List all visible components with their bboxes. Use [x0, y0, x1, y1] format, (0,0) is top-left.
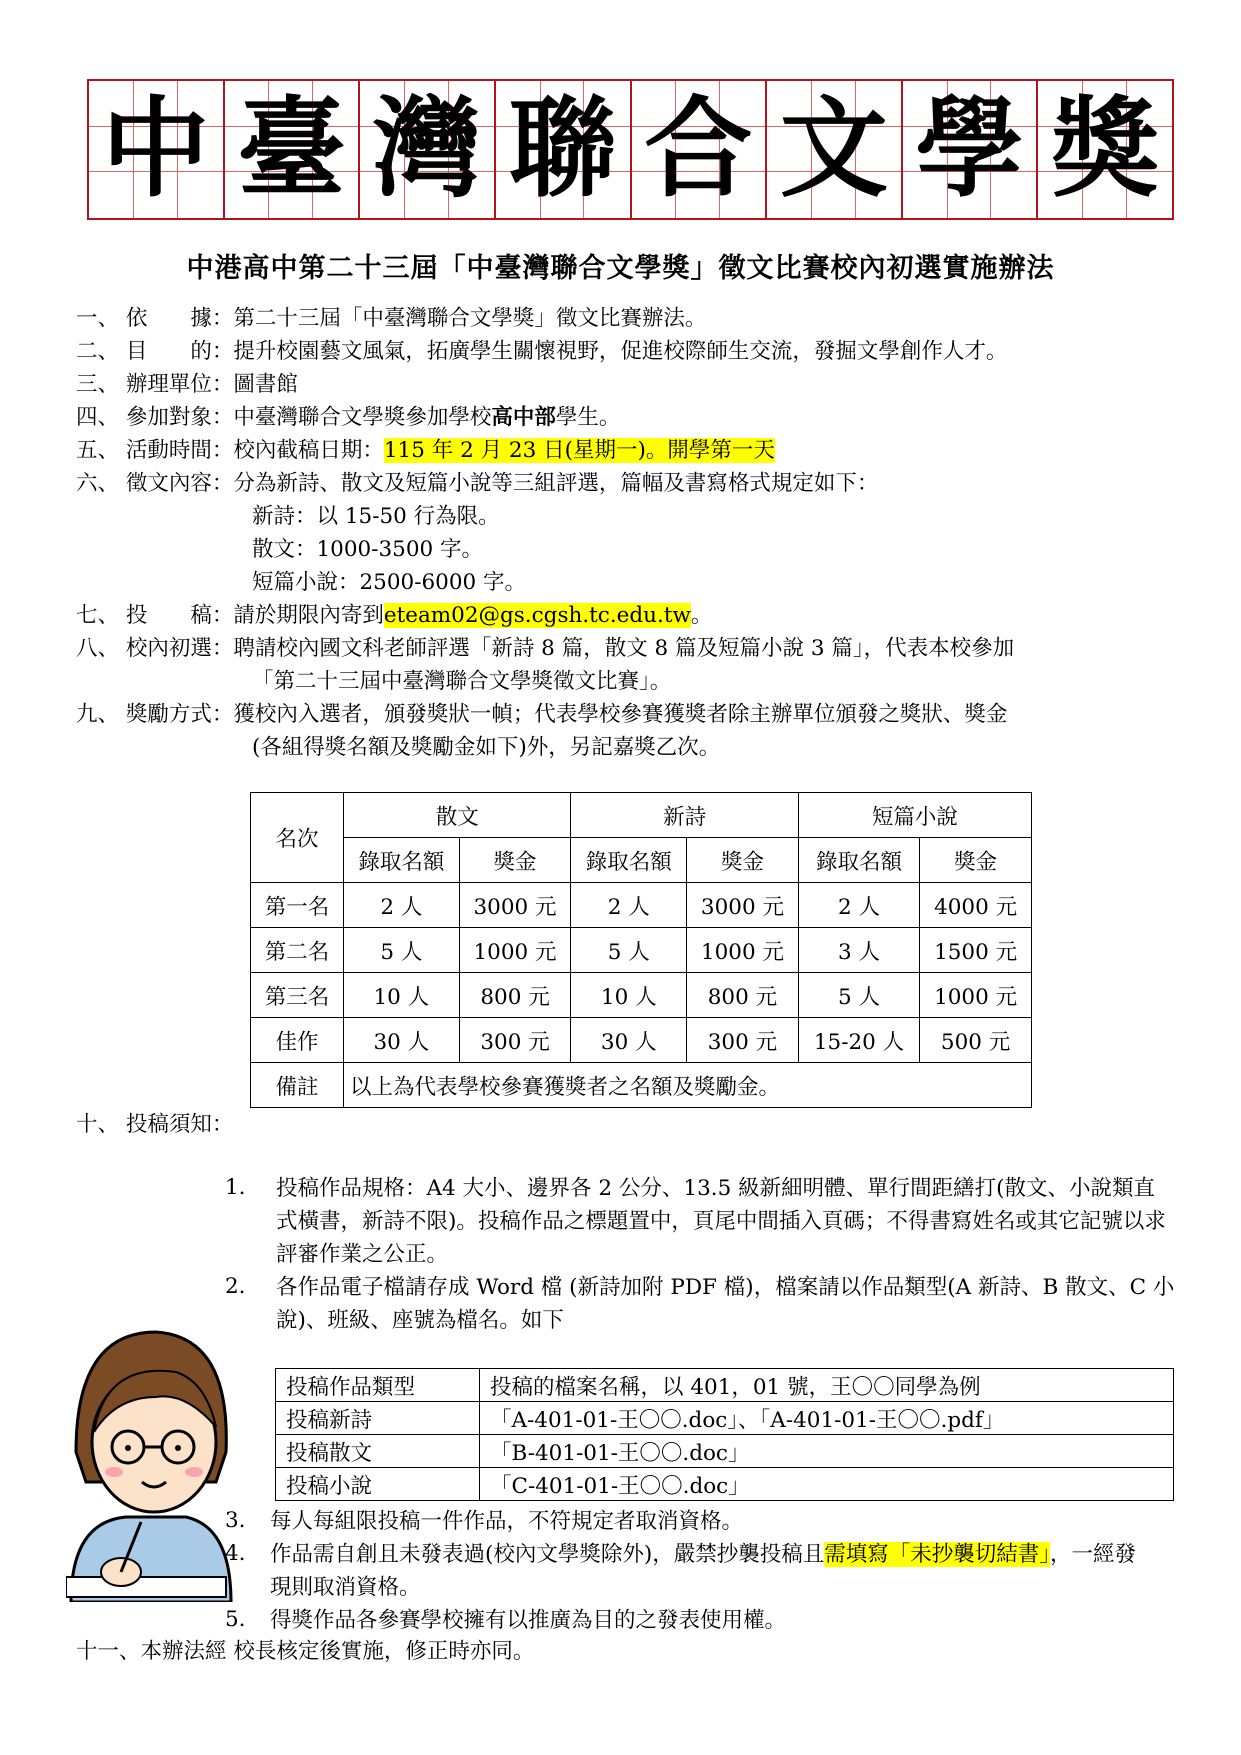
- table-row: 備註 以上為代表學校參賽獲獎者之名額及獎勵金。: [251, 1063, 1032, 1108]
- section-9: 九、 獎勵方式：獲校內入選者，頒發獎狀一幀；代表學校參賽獲獎者除主辦單位頒發之獎狀、獎金: [76, 702, 1008, 727]
- table-cell: 1000 元: [687, 928, 799, 973]
- section-1: 一、 依 據：第二十三屆「中臺灣聯合文學獎」徵文比賽辦法。: [76, 306, 707, 331]
- table-cell: 第一名: [251, 883, 344, 928]
- file-naming-table: [275, 1368, 1174, 1501]
- section-6-sub: 新詩：以 15-50 行為限。: [252, 504, 500, 529]
- table-cell: 3000 元: [687, 883, 799, 928]
- table-cell: 「B-401-01-王〇〇.doc」: [480, 1435, 1174, 1468]
- banner-cell: 聯: [496, 81, 632, 218]
- table-cell: 3 人: [798, 928, 919, 973]
- table-cell: 2 人: [344, 883, 460, 928]
- table-cell: 300 元: [687, 1018, 799, 1063]
- section-3: 三、 辦理單位：圖書館: [76, 372, 298, 397]
- table-row: [251, 883, 1032, 928]
- table-cell: 投稿的檔案名稱，以 401，01 號，王〇〇同學為例: [480, 1369, 1174, 1402]
- table-cell: 投稿作品類型: [276, 1369, 480, 1402]
- table-cell: 3000 元: [459, 883, 571, 928]
- banner-cell: 學: [903, 81, 1039, 218]
- student-writing-illustration: [66, 1322, 236, 1602]
- table-cell: 佳作: [251, 1018, 344, 1063]
- table-cell: 800 元: [687, 973, 799, 1018]
- section-11: 十一、本辦法經 校長核定後實施，修正時亦同。: [76, 1639, 535, 1664]
- prize-table: 名次 散文 新詩 短篇小說 錄取名額 獎金 錄取名額 獎金 錄取名額 獎金 第一名 2 人 3000 元 2 人 3000 元 2 人 4000 元 第二名 5 人 1000 元 5 人 1000 元 3 人 1500 元 第三名 10 人 800 元 10 人 800 元 5 人 1000 元 佳作 30 人 300 元 30 人 300 元 15-20 人 500 元 備註 以上為代表學校參賽獲獎者之名額及獎勵金。: [250, 792, 1032, 1108]
- table-cell: 投稿小說: [276, 1468, 480, 1501]
- rule-4: 作品需自創且未發表過(校內文學獎除外)，嚴禁抄襲投稿且需填寫「未抄襲切結書」，一經發現則取消資格。: [270, 1542, 1137, 1600]
- table-row: [251, 1018, 1032, 1063]
- table-cell: 300 元: [459, 1018, 571, 1063]
- table-cell: 5 人: [571, 928, 687, 973]
- section-6: 六、 徵文內容：分為新詩、散文及短篇小說等三組評選，篇幅及書寫格式規定如下：: [76, 471, 879, 496]
- section-8-cont: 「第二十三屆中臺灣聯合文學獎徵文比賽」。: [252, 669, 672, 694]
- table-cell: 投稿新詩: [276, 1402, 480, 1435]
- section-2: 二、 目 的：提升校園藝文風氣，拓廣學生關懷視野，促進校際師生交流，發掘文學創作人才。: [76, 339, 1008, 364]
- banner-cell: 合: [632, 81, 768, 218]
- email-link[interactable]: eteam02@gs.cgsh.tc.edu.tw: [383, 603, 691, 628]
- table-cell: 2 人: [798, 883, 919, 928]
- table-cell: 第二名: [251, 928, 344, 973]
- rule-5: 得獎作品各參賽學校擁有以推廣為目的之發表使用權。: [270, 1608, 787, 1633]
- banner-cell: 獎: [1038, 81, 1172, 218]
- section-10: 十、 投稿須知：: [76, 1112, 234, 1137]
- section-5: 五、 活動時間：校內截稿日期：115 年 2 月 23 日(星期一)。開學第一天: [76, 438, 775, 463]
- table-cell: 投稿散文: [276, 1435, 480, 1468]
- table-cell: 1500 元: [920, 928, 1032, 973]
- table-cell: 500 元: [920, 1018, 1032, 1063]
- banner-cell: 中: [89, 81, 225, 218]
- table-row: [251, 928, 1032, 973]
- table-row: [276, 1369, 1174, 1402]
- table-cell: 30 人: [571, 1018, 687, 1063]
- table-cell: 5 人: [344, 928, 460, 973]
- table-cell: 800 元: [459, 973, 571, 1018]
- table-cell: 「A-401-01-王〇〇.doc」、「A-401-01-王〇〇.pdf」: [480, 1402, 1174, 1435]
- table-cell: 15-20 人: [798, 1018, 919, 1063]
- table-cell: 5 人: [798, 973, 919, 1018]
- table-row: [276, 1435, 1174, 1468]
- table-cell: 「C-401-01-王〇〇.doc」: [480, 1468, 1174, 1501]
- section-8: 八、 校內初選：聘請校內國文科老師評選「新詩 8 篇，散文 8 篇及短篇小說 3 篇」，代表本校參加: [76, 636, 1015, 661]
- section-6-sub: 短篇小說：2500-6000 字。: [252, 570, 527, 595]
- banner-cell: 文: [767, 81, 903, 218]
- rule-3: 每人每組限投稿一件作品，不符規定者取消資格。: [270, 1509, 744, 1534]
- section-7: 七、 投 稿：請於期限內寄到eteam02@gs.cgsh.tc.edu.tw。: [76, 603, 713, 628]
- section-9-cont: (各組得獎名額及獎勵金如下)外，另記嘉獎乙次。: [252, 735, 721, 760]
- table-cell: 30 人: [344, 1018, 460, 1063]
- table-cell: 2 人: [571, 883, 687, 928]
- table-cell: 1000 元: [920, 973, 1032, 1018]
- section-6-sub: 散文：1000-3500 字。: [252, 537, 484, 562]
- table-cell: 10 人: [571, 973, 687, 1018]
- rule-1: 投稿作品規格：A4 大小、邊界各 2 公分、13.5 級新細明體、單行間距繕打(散文、小說類直式橫書，新詩不限)。投稿作品之標題置中，頁尾中間插入頁碼；不得書寫姓名或其它記號以求評審作業之公正。: [276, 1176, 1166, 1267]
- table-row: [251, 973, 1032, 1018]
- document-title: 中港高中第二十三屆「中臺灣聯合文學獎」徵文比賽校內初選實施辦法: [186, 253, 1055, 284]
- table-cell: 1000 元: [459, 928, 571, 973]
- rule-2: 各作品電子檔請存成 Word 檔 (新詩加附 PDF 檔)，檔案請以作品類型(A 新詩、B 散文、C 小說)、班級、座號為檔名。如下: [276, 1275, 1175, 1333]
- table-cell: 10 人: [344, 973, 460, 1018]
- banner-title: [87, 79, 1174, 220]
- deadline-highlight: 115 年 2 月 23 日(星期一)。開學第一天: [383, 438, 775, 463]
- banner-cell: 灣: [360, 81, 496, 218]
- banner-cell: 臺: [225, 81, 361, 218]
- section-4: 四、 參加對象：中臺灣聯合文學獎參加學校高中部學生。: [76, 405, 621, 430]
- table-cell: 第三名: [251, 973, 344, 1018]
- table-row: [276, 1402, 1174, 1435]
- table-row: [276, 1468, 1174, 1501]
- table-cell: 4000 元: [920, 883, 1032, 928]
